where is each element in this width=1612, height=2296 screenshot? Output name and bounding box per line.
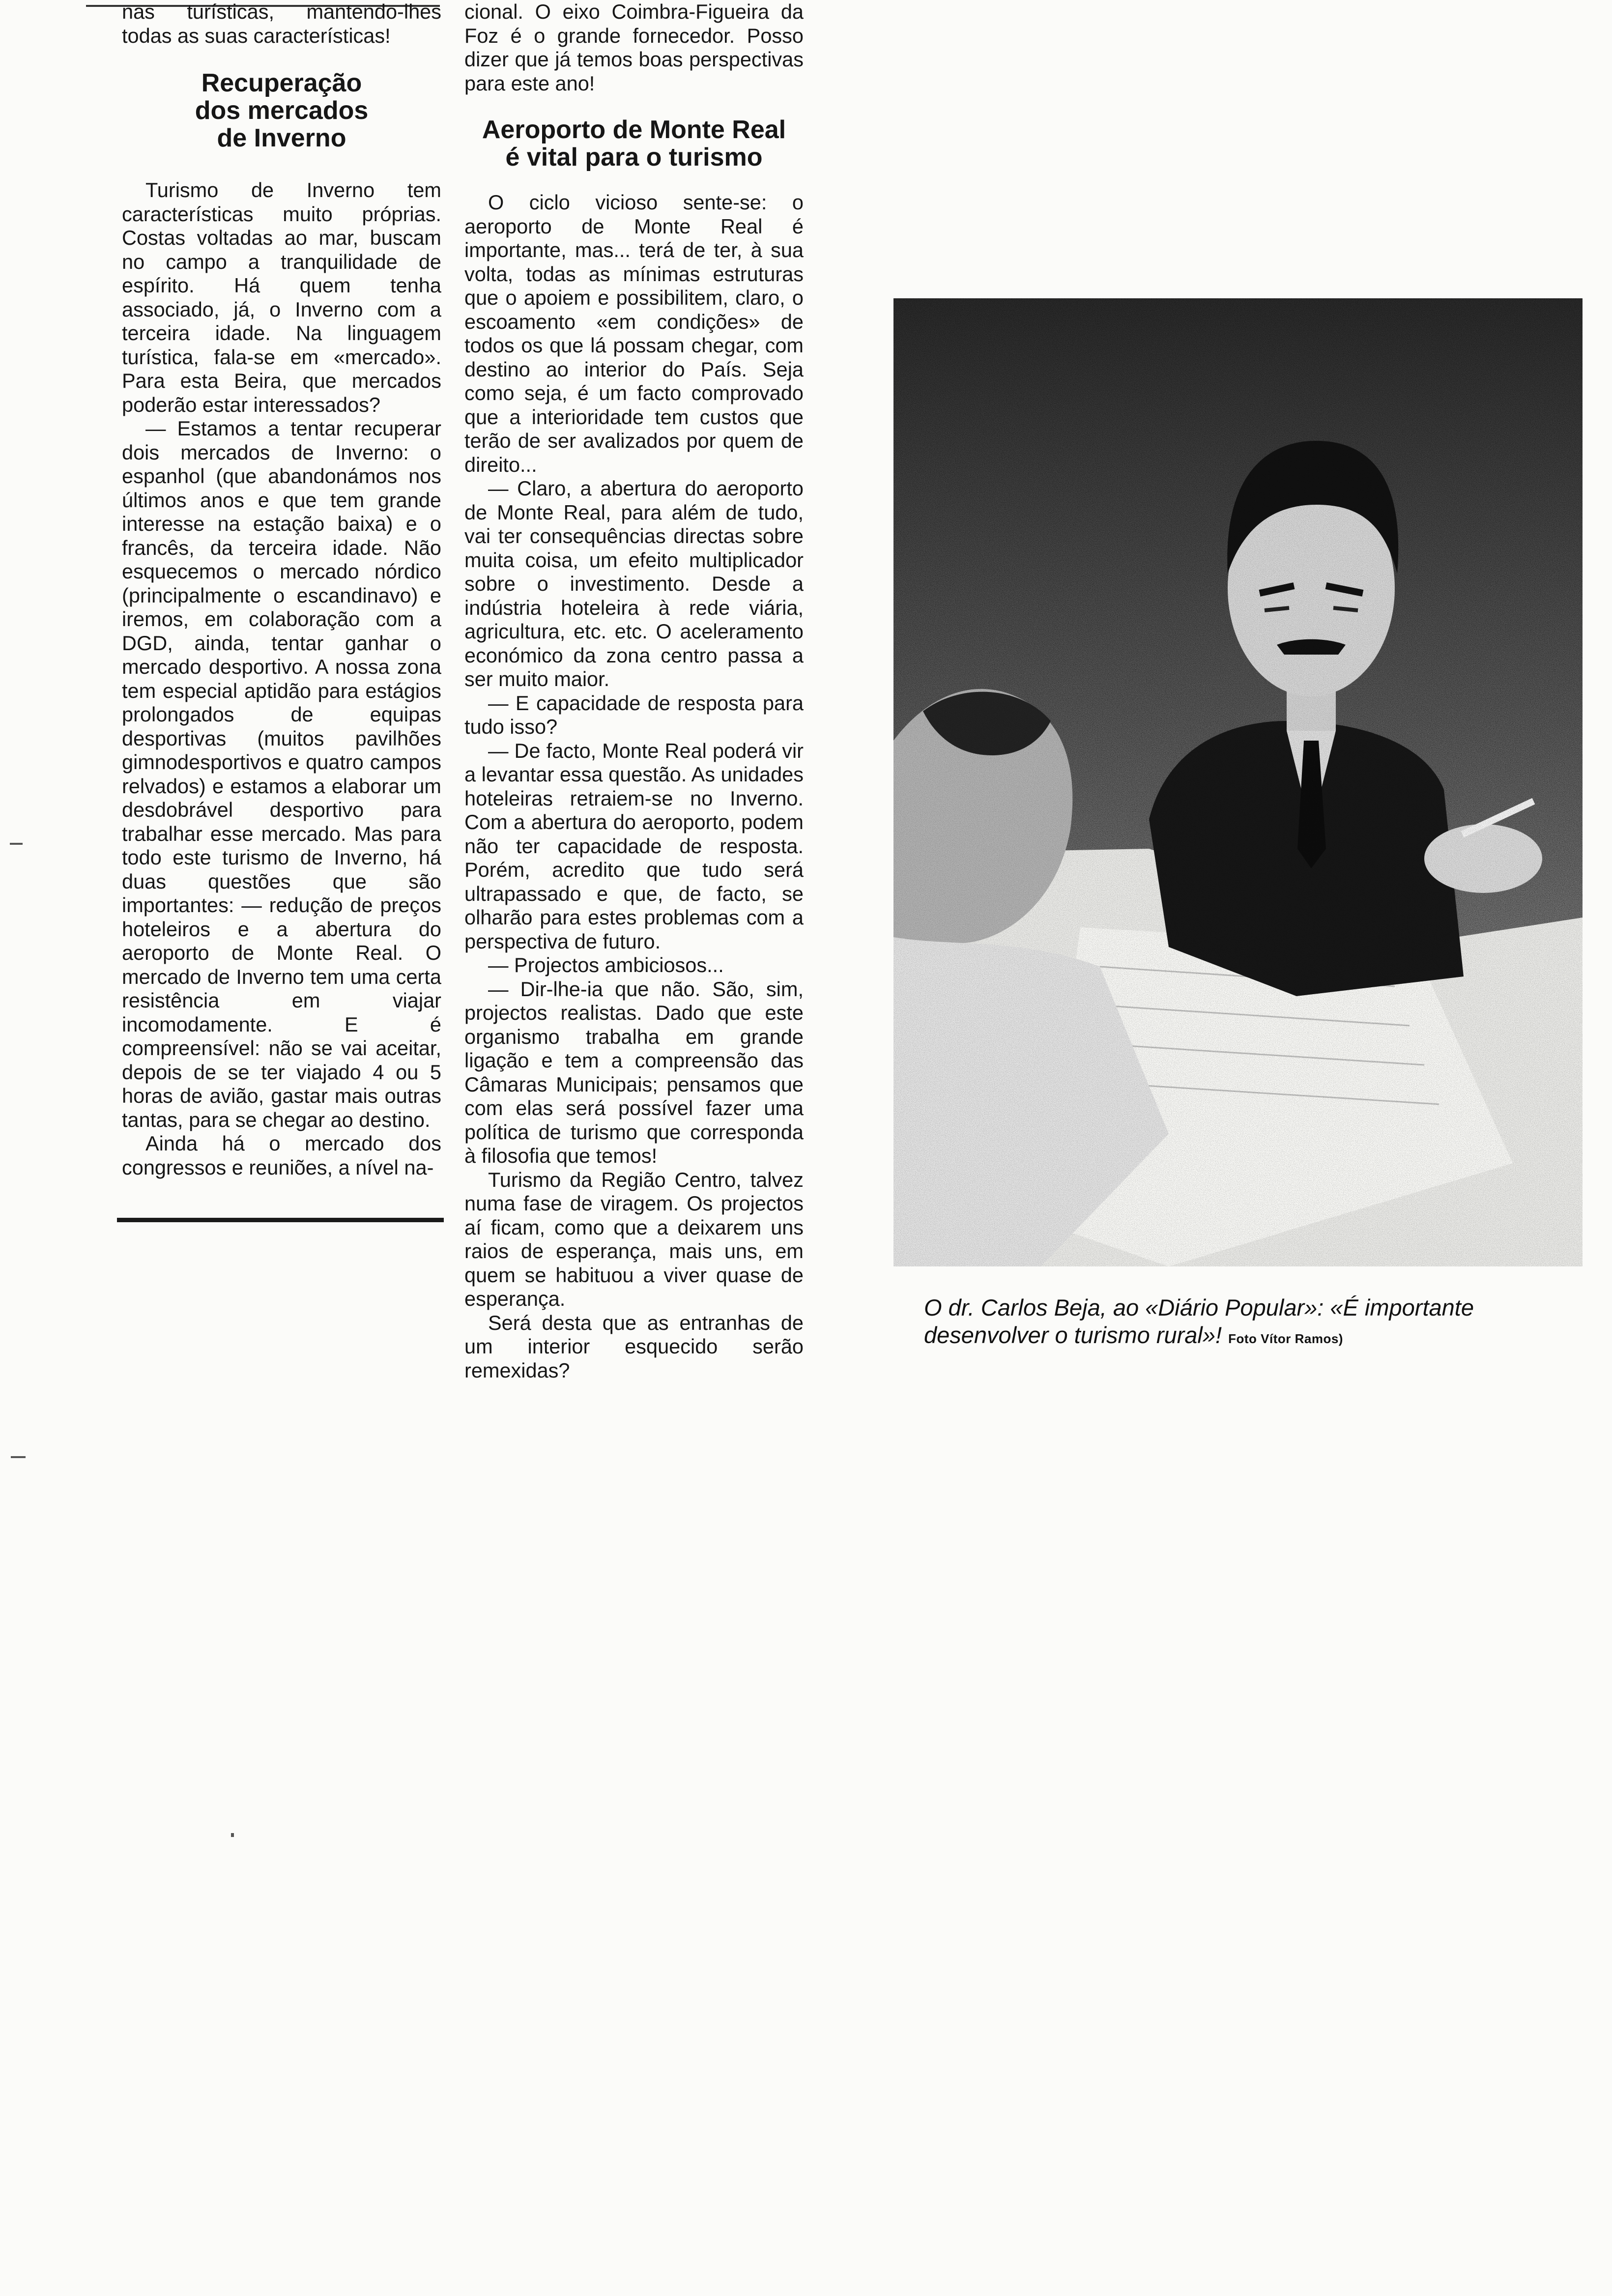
paragraph: O ciclo vicioso sente-se: o aeroporto de Monte Real é importante, mas... terá de ter, à sua volta, todas as mínimas estruturas que o apoiem e possibilitem, claro, o escoamento «em condições» de todos os que lá possam chegar, com destino ao interior do País. Seja como seja, é um facto comprovado que a interioridade tem custos que terão de ser avalizados por quem de direito... — [464, 191, 804, 476]
scan-speck — [10, 843, 23, 845]
article-column-1 — [122, 0, 441, 1179]
caption-text: O dr. Carlos Beja, ao «Diário Popular»: «É importante desenvolver o turismo rural»! — [924, 1294, 1474, 1348]
article-column-2 — [464, 0, 804, 1382]
paragraph: — Dir-lhe-ia que não. São, sim, projectos realistas. Dado que este organismo trabalha em grande ligação e tem a compreensão das Câmaras Municipais; pensamos que com elas será possível fazer uma política de turismo que corresponda à filosofia que temos! — [464, 977, 804, 1167]
subheading-line: dos mercados — [195, 96, 369, 125]
paragraph: — Estamos a tentar recuperar dois mercados de Inverno: o espanhol (que abandonámos nos últimos anos e que tem grande interesse na estação baixa) e o francês, da terceira idade. Não esquecemos o mercado nórdico (principalmente o escandinavo) e iremos, em colaboração com a DGD, ainda, tentar ganhar o mercado desportivo. A nossa zona tem especial aptidão para estágios prolongados de equipas desportivas (muitos pavilhões gimnodesportivos e quatro campos relvados) e estamos a elaborar um desdobrável desportivo para trabalhar esse mercado. Mas para todo este turismo de Inverno, há duas questões que são importantes: — redução de preços hoteleiros e a abertura do aeroporto de Monte Real. O mercado de Inverno tem uma certa resistência em viajar incomodamente. E é compreensível: não se vai aceitar, depois de se ter viajado 4 ou 5 horas de avião, gastar mais outras tantas, para se chegar ao destino. — [122, 417, 441, 1131]
paragraph: — De facto, Monte Real poderá vir a levantar essa questão. As unidades hoteleiras retraiem-se no Inverno. Com a abertura do aeroporto, podem não ter capacidade de resposta. Porém, acredito que tudo será ultrapassado e que, de facto, se olharão para estes problemas com a perspectiva de futuro. — [464, 739, 804, 953]
paragraph: — Projectos ambiciosos... — [488, 953, 724, 976]
interview-photo — [893, 298, 1583, 1266]
paragraph: Turismo da Região Centro, talvez numa fase de viragem. Os projectos aí ficam, como que a deixarem uns raios de esperança, mais uns, em quem se habituou a viver quase de esperança. — [464, 1168, 804, 1310]
subheading-line: Recuperação — [201, 69, 362, 97]
paragraph: Será desta que as entranhas de um interior esquecido serão remexidas? — [464, 1311, 804, 1382]
scan-speck — [11, 1456, 26, 1458]
paragraph: — Claro, a abertura do aeroporto de Monte Real, para além de tudo, vai ter consequências directas sobre muita coisa, um efeito multiplicador sobre o investimento. Desde a indústria hoteleira à rede viária, agricultura, etc. etc. O aceleramento económico da zona centro passa a ser muito maior. — [464, 477, 804, 690]
paragraph: — E capacidade de resposta para tudo isso? — [464, 691, 804, 738]
column-end-rule — [117, 1218, 444, 1222]
subheading-aeroporto — [464, 116, 804, 171]
subheading-line: de Inverno — [217, 124, 346, 152]
subheading-recuperacao — [122, 69, 441, 152]
paragraph: Turismo de Inverno tem características muito próprias. Costas voltadas ao mar, buscam no campo a tranquilidade de espírito. Há quem tenha associado, já, o Inverno com a terceira idade. Na linguagem turística, fala-se em «mercado». Para esta Beira, que mercados poderão estar interessados? — [122, 178, 441, 416]
scan-speck — [231, 1833, 234, 1837]
column-1-lead: nas turísticas, mantendo-lhes todas as suas características! — [122, 0, 441, 47]
photo-caption — [924, 1294, 1563, 1352]
subheading-line: Aeroporto de Monte Real — [482, 115, 786, 144]
subheading-line: é vital para o turismo — [505, 143, 763, 172]
photo-credit: Foto Vítor Ramos) — [1228, 1331, 1343, 1346]
paragraph: Ainda há o mercado dos congressos e reuniões, a nível na- — [122, 1132, 441, 1179]
column-2-lead: cional. O eixo Coimbra-Figueira da Foz é o grande fornecedor. Posso dizer que já temos boas perspectivas para este ano! — [464, 0, 804, 95]
